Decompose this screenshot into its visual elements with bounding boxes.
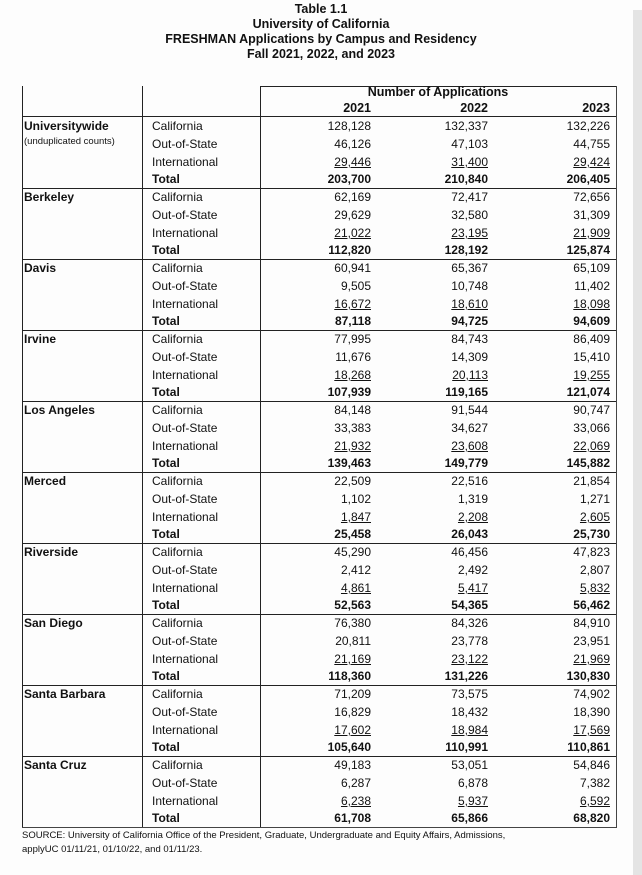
value-cell-total: 210,840 xyxy=(444,172,488,186)
value-cell-intl: 21,169 xyxy=(334,652,371,666)
campus-block xyxy=(22,117,616,189)
residency-label: Out-of-State xyxy=(152,776,218,790)
campus-subtitle: (unduplicated counts) xyxy=(24,136,115,147)
residency-label: California xyxy=(152,403,203,417)
value-cell-oos: 46,126 xyxy=(334,137,371,151)
residency-label: California xyxy=(152,616,203,630)
value-cell-intl: 23,608 xyxy=(451,439,488,453)
value-cell-total: 107,939 xyxy=(327,385,371,399)
value-cell-oos: 32,580 xyxy=(451,208,488,222)
value-cell-intl: 22,069 xyxy=(573,439,610,453)
value-cell-total: 54,365 xyxy=(451,598,488,612)
residency-label: Total xyxy=(152,385,180,399)
residency-label: International xyxy=(152,155,219,169)
residency-label: California xyxy=(152,687,203,701)
value-cell-intl: 23,122 xyxy=(451,652,488,666)
campus-name: Universitywide xyxy=(24,119,109,133)
value-cell-total: 52,563 xyxy=(334,598,371,612)
value-cell-oos: 33,066 xyxy=(573,421,610,435)
value-cell-oos: 9,505 xyxy=(340,279,371,293)
value-cell-oos: 29,629 xyxy=(334,208,371,222)
campus-name: Santa Cruz xyxy=(24,758,87,772)
residency-label: Total xyxy=(152,669,180,683)
value-cell-ca: 21,854 xyxy=(573,474,610,488)
value-cell-intl: 18,610 xyxy=(451,297,488,311)
value-cell-oos: 20,811 xyxy=(335,634,371,648)
residency-label: International xyxy=(152,794,219,808)
campus-name: Santa Barbara xyxy=(24,687,106,701)
residency-label: International xyxy=(152,581,219,595)
value-cell-ca: 77,995 xyxy=(334,332,371,346)
value-cell-oos: 2,412 xyxy=(340,563,371,577)
residency-label: Total xyxy=(152,243,180,257)
residency-label: Out-of-State xyxy=(152,563,218,577)
value-cell-ca: 49,183 xyxy=(334,758,371,772)
value-cell-intl: 19,255 xyxy=(573,368,610,382)
value-cell-total: 25,458 xyxy=(334,527,371,541)
value-cell-total: 25,730 xyxy=(573,527,610,541)
value-cell-oos: 34,627 xyxy=(451,421,488,435)
value-cell-ca: 71,209 xyxy=(334,687,371,701)
residency-label: California xyxy=(152,261,203,275)
residency-label: International xyxy=(152,368,219,382)
value-cell-ca: 60,941 xyxy=(334,261,371,275)
value-cell-ca: 132,226 xyxy=(566,119,610,133)
value-cell-total: 118,360 xyxy=(328,669,371,683)
value-cell-oos: 6,287 xyxy=(340,776,371,790)
campus-block xyxy=(22,472,616,544)
value-cell-total: 125,874 xyxy=(566,243,610,257)
residency-label: Total xyxy=(152,527,180,541)
value-cell-oos: 44,755 xyxy=(573,137,610,151)
residency-label: Out-of-State xyxy=(152,208,218,222)
value-cell-total: 105,640 xyxy=(327,740,371,754)
campus-block xyxy=(22,259,616,331)
value-cell-ca: 132,337 xyxy=(444,119,488,133)
value-cell-ca: 86,409 xyxy=(573,332,610,346)
value-cell-total: 203,700 xyxy=(327,172,371,186)
value-cell-intl: 23,195 xyxy=(451,226,488,240)
campus-name: Merced xyxy=(24,474,67,488)
value-cell-intl: 21,909 xyxy=(573,226,610,240)
value-cell-intl: 21,932 xyxy=(334,439,371,453)
year-2021: 2021 xyxy=(343,101,371,115)
residency-label: Total xyxy=(152,740,180,754)
residency-label: Out-of-State xyxy=(152,137,218,151)
value-cell-ca: 65,367 xyxy=(451,261,488,275)
value-cell-ca: 72,656 xyxy=(573,190,610,204)
value-cell-ca: 84,326 xyxy=(451,616,488,630)
value-cell-oos: 10,748 xyxy=(451,279,488,293)
value-cell-intl: 16,672 xyxy=(334,297,371,311)
value-cell-intl: 17,569 xyxy=(573,723,610,737)
value-cell-total: 130,830 xyxy=(566,669,610,683)
value-cell-oos: 47,103 xyxy=(451,137,488,151)
residency-label: California xyxy=(152,119,203,133)
value-cell-total: 61,708 xyxy=(334,811,371,825)
value-cell-ca: 47,823 xyxy=(573,545,610,559)
residency-label: Total xyxy=(152,456,180,470)
value-cell-total: 110,861 xyxy=(567,740,610,754)
value-cell-total: 26,043 xyxy=(451,527,488,541)
value-cell-intl: 18,098 xyxy=(573,297,610,311)
value-cell-total: 131,226 xyxy=(444,669,488,683)
campus-name: Irvine xyxy=(24,332,57,346)
residency-label: California xyxy=(152,190,203,204)
value-cell-oos: 14,309 xyxy=(451,350,488,364)
residency-label: Out-of-State xyxy=(152,279,218,293)
campus-name: Berkeley xyxy=(24,190,75,204)
campus-block xyxy=(22,685,616,757)
value-cell-ca: 65,109 xyxy=(573,261,610,275)
residency-label: California xyxy=(152,474,203,488)
value-cell-oos: 15,410 xyxy=(573,350,610,364)
value-cell-oos: 2,807 xyxy=(579,563,610,577)
value-cell-oos: 33,383 xyxy=(334,421,371,435)
value-cell-ca: 76,380 xyxy=(334,616,371,630)
value-cell-oos: 16,829 xyxy=(334,705,371,719)
value-cell-intl: 5,417 xyxy=(457,581,488,595)
value-cell-total: 121,074 xyxy=(566,385,610,399)
year-2023: 2023 xyxy=(582,101,610,115)
value-cell-ca: 90,747 xyxy=(573,403,610,417)
value-cell-total: 119,165 xyxy=(445,385,488,399)
residency-label: Out-of-State xyxy=(152,705,218,719)
value-cell-intl: 17,602 xyxy=(334,723,371,737)
value-cell-oos: 18,432 xyxy=(451,705,488,719)
value-cell-total: 68,820 xyxy=(573,811,610,825)
value-cell-ca: 84,148 xyxy=(334,403,371,417)
value-cell-ca: 54,846 xyxy=(573,758,610,772)
residency-label: California xyxy=(152,758,203,772)
value-cell-total: 94,725 xyxy=(451,314,488,328)
residency-label: International xyxy=(152,510,219,524)
value-cell-intl: 2,208 xyxy=(457,510,488,524)
value-cell-total: 145,882 xyxy=(566,456,610,470)
residency-label: International xyxy=(152,652,219,666)
source-note xyxy=(22,829,622,857)
residency-label: Out-of-State xyxy=(152,421,218,435)
value-cell-ca: 53,051 xyxy=(451,758,488,772)
residency-label: California xyxy=(152,545,203,559)
campus-name: San Diego xyxy=(24,616,83,630)
table-title xyxy=(0,2,642,62)
value-cell-intl: 1,847 xyxy=(340,510,371,524)
value-cell-total: 112,820 xyxy=(328,243,371,257)
campus-block xyxy=(22,401,616,473)
residency-label: Out-of-State xyxy=(152,350,218,364)
source-line-1: SOURCE: University of California Office of the President, Graduate, Undergraduate and Equity Affairs, Admissions, xyxy=(22,830,506,841)
value-cell-total: 149,779 xyxy=(444,456,488,470)
value-cell-intl: 2,605 xyxy=(579,510,610,524)
residency-label: California xyxy=(152,332,203,346)
value-cell-intl: 5,937 xyxy=(457,794,488,808)
campus-block xyxy=(22,330,616,402)
page-edge-shadow xyxy=(633,10,642,875)
value-cell-ca: 73,575 xyxy=(451,687,488,701)
header-number-of-applications: Number of Applications xyxy=(367,85,509,99)
value-cell-oos: 6,878 xyxy=(457,776,488,790)
value-cell-ca: 46,456 xyxy=(451,545,488,559)
value-cell-intl: 29,424 xyxy=(573,155,610,169)
value-cell-intl: 18,984 xyxy=(451,723,488,737)
title-line-2: University of California xyxy=(252,17,390,31)
value-cell-intl: 29,446 xyxy=(334,155,371,169)
value-cell-total: 56,462 xyxy=(573,598,610,612)
value-cell-intl: 6,238 xyxy=(340,794,371,808)
residency-label: International xyxy=(152,439,219,453)
value-cell-intl: 6,592 xyxy=(579,794,610,808)
residency-label: International xyxy=(152,297,219,311)
residency-label: Total xyxy=(152,811,180,825)
value-cell-ca: 72,417 xyxy=(451,190,488,204)
value-cell-intl: 18,268 xyxy=(334,368,371,382)
value-cell-ca: 22,516 xyxy=(451,474,488,488)
year-2022: 2022 xyxy=(460,101,488,115)
value-cell-total: 128,192 xyxy=(444,243,488,257)
value-cell-total: 65,866 xyxy=(451,811,488,825)
value-cell-oos: 18,390 xyxy=(573,705,610,719)
title-line-3: FRESHMAN Applications by Campus and Residency xyxy=(165,32,477,46)
value-cell-ca: 84,910 xyxy=(573,616,610,630)
campus-name: Riverside xyxy=(24,545,79,559)
value-cell-oos: 1,271 xyxy=(579,492,610,506)
value-cell-ca: 62,169 xyxy=(334,190,371,204)
title-line-1: Table 1.1 xyxy=(294,2,348,16)
residency-label: International xyxy=(152,226,219,240)
value-cell-intl: 20,113 xyxy=(452,368,488,382)
value-cell-ca: 84,743 xyxy=(451,332,488,346)
value-cell-total: 110,991 xyxy=(445,740,488,754)
residency-label: Total xyxy=(152,172,180,186)
value-cell-oos: 23,778 xyxy=(451,634,488,648)
value-cell-oos: 11,676 xyxy=(335,350,371,364)
value-cell-oos: 23,951 xyxy=(573,634,610,648)
residency-label: Total xyxy=(152,598,180,612)
value-cell-ca: 128,128 xyxy=(327,119,371,133)
residency-label: Total xyxy=(152,314,180,328)
value-cell-total: 206,405 xyxy=(566,172,610,186)
residency-label: Out-of-State xyxy=(152,634,218,648)
value-cell-ca: 22,509 xyxy=(334,474,371,488)
residency-label: International xyxy=(152,723,219,737)
value-cell-oos: 2,492 xyxy=(457,563,488,577)
value-cell-ca: 74,902 xyxy=(573,687,610,701)
campus-block xyxy=(22,543,616,615)
campus-block xyxy=(22,188,616,260)
value-cell-oos: 1,102 xyxy=(340,492,371,506)
value-cell-oos: 31,309 xyxy=(573,208,610,222)
value-cell-intl: 4,861 xyxy=(340,581,371,595)
value-cell-intl: 21,022 xyxy=(334,226,371,240)
campus-name: Los Angeles xyxy=(24,403,95,417)
value-cell-oos: 1,319 xyxy=(457,492,488,506)
title-line-4: Fall 2021, 2022, and 2023 xyxy=(246,47,396,61)
value-cell-intl: 21,969 xyxy=(573,652,610,666)
campus-block xyxy=(22,756,616,826)
value-cell-intl: 31,400 xyxy=(451,155,488,169)
value-cell-oos: 11,402 xyxy=(574,279,610,293)
residency-label: Out-of-State xyxy=(152,492,218,506)
value-cell-intl: 5,832 xyxy=(579,581,610,595)
campus-block xyxy=(22,614,616,686)
source-line-2: applyUC 01/11/21, 01/10/22, and 01/11/23. xyxy=(22,844,203,855)
value-cell-total: 87,118 xyxy=(334,314,371,328)
value-cell-oos: 7,382 xyxy=(579,776,610,790)
campus-name: Davis xyxy=(24,261,57,275)
value-cell-ca: 45,290 xyxy=(334,545,371,559)
value-cell-total: 94,609 xyxy=(573,314,610,328)
value-cell-total: 139,463 xyxy=(327,456,371,470)
value-cell-ca: 91,544 xyxy=(451,403,488,417)
